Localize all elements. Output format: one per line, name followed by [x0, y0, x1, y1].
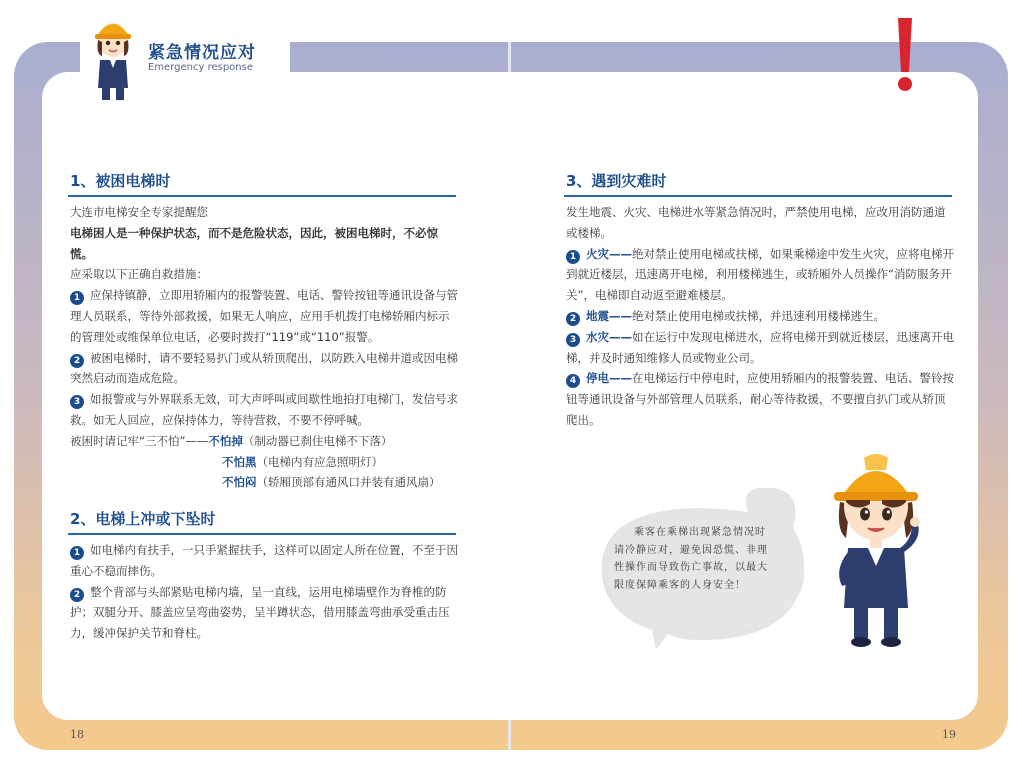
item-text: 绝对禁止使用电梯或扶梯，如果乘梯途中发生火灾，应将电梯开到就近楼层，迅速离开电梯，利用楼梯逃生，或轿厢外人员操作“消防服务开关”，电梯即自动返至避难楼层。: [566, 246, 954, 303]
number-badge-2: 2: [566, 312, 580, 326]
top-margin: [0, 0, 1022, 42]
item-label: 火灾——: [586, 246, 632, 261]
section-underline: [564, 195, 952, 197]
page-divider-bottom: [508, 720, 511, 750]
item-text: 绝对禁止使用电梯或扶梯，并迅速利用楼梯逃生。: [632, 308, 885, 323]
number-badge-1: 1: [566, 250, 580, 264]
rule-label-2: 不怕黑: [222, 454, 257, 469]
section-heading-trapped: 1、被困电梯时: [70, 172, 171, 190]
list-item: [70, 582, 460, 644]
item-label: 水灾——: [586, 329, 632, 344]
bubble-line: 性操作而导致伤亡事故，以最大: [614, 562, 768, 573]
number-badge-3: 3: [566, 333, 580, 347]
section-body-trapped: [70, 202, 460, 493]
item-text: 如报警或与外界联系无效，可大声呼叫或间歇性地拍打电梯门，发信号求救。如无人回应，应保持体力，等待营救，不要不停呼喊。: [70, 392, 458, 427]
page-divider-top: [508, 42, 511, 72]
number-badge-1: 1: [70, 291, 84, 305]
number-badge-2: 2: [70, 588, 84, 602]
number-badge-2: 2: [70, 354, 84, 368]
lead-text: 应采取以下正确自救措施：: [70, 267, 208, 282]
section-body-disaster: [566, 202, 956, 431]
section-heading-fall: 2、电梯上冲或下坠时: [70, 510, 216, 528]
three-rules-line: [70, 452, 460, 473]
item-text: 应保持镇静，立即用轿厢内的报警装置、电话、警铃按钮等通讯设备与管理人员联系，等待外部救援，如果无人响应，应用手机拨打电梯轿厢内标示的管理处或维保单位电话，必要时拨打“119”或“110”报警。: [70, 288, 458, 344]
number-badge-1: 1: [70, 546, 84, 560]
item-text: 整个背部与头部紧贴电梯内墙，呈一直线，运用电梯墙壁作为脊椎的防护；双腿分开、膝盖应呈弯曲姿势，呈半蹲状态，借用膝盖弯曲承受重击压力，缓冲保护关节和脊柱。: [70, 584, 450, 641]
rule-label-3: 不怕闷: [222, 475, 257, 490]
worker-mascot-icon: [826, 440, 926, 650]
section-heading-disaster: 3、遇到灾难时: [566, 172, 667, 190]
worker-mascot-icon: [90, 10, 136, 102]
list-item: [566, 368, 956, 430]
list-item: [566, 244, 956, 306]
exclamation-icon: [880, 16, 930, 96]
rule-note-2: （电梯内有应急照明灯）: [256, 454, 383, 469]
item-label: 停电——: [586, 371, 632, 386]
list-item: [566, 306, 956, 327]
page-title: 紧急情况应对: [148, 43, 256, 63]
rule-label-1: 不怕掉: [208, 433, 243, 448]
item-text: 在电梯运行中停电时，应使用轿厢内的报警装置、电话、警铃按钮等通讯设备与外部管理人员联系，耐心等待救援，不要擅自扒门或从轿顶爬出。: [566, 371, 954, 427]
number-badge-3: 3: [70, 395, 84, 409]
item-text: 如在运行中发现电梯进水，应将电梯开到就近楼层，迅速离开电梯，并及时通知维修人员或物业公司。: [566, 329, 954, 365]
item-text: 被困电梯时，请不要轻易扒门或从轿顶爬出，以防跌入电梯井道或因电梯突然启动而造成危险。: [70, 350, 458, 386]
rules-prefix: 被困时请记牢“三不怕”——: [70, 433, 209, 448]
bubble-text: [614, 524, 794, 594]
list-item: [70, 348, 460, 390]
list-item: [566, 327, 956, 369]
page-number-left: 18: [70, 728, 84, 741]
rule-note-3: （轿厢顶部有通风口并装有通风扇）: [256, 475, 441, 490]
list-item: [70, 389, 460, 431]
page-number-right: 19: [942, 728, 956, 741]
bubble-line: 乘客在乘梯出现紧急情况时: [634, 527, 766, 538]
number-badge-4: 4: [566, 374, 580, 388]
three-rules-line: [70, 431, 460, 452]
bubble-line: 限度保障乘客的人身安全！: [614, 579, 746, 591]
list-item: [70, 285, 460, 347]
section-body-fall: [70, 540, 460, 644]
intro-text: 大连市电梯安全专家提醒您: [70, 205, 208, 219]
section-underline: [68, 195, 456, 197]
item-text: 如电梯内有扶手，一只手紧握扶手，这样可以固定人所在位置，不至于因重心不稳而摔伤。: [70, 543, 458, 578]
three-rules-line: [70, 472, 460, 493]
section-underline: [68, 533, 456, 535]
intro-text: 发生地震、火灾、电梯进水等紧急情况时，严禁使用电梯，应改用消防通道或楼梯。: [566, 205, 946, 240]
item-label: 地震——: [586, 308, 632, 323]
bubble-line: 请冷静应对，避免因恐慌、非理: [614, 544, 768, 556]
bold-statement: 电梯困人是一种保护状态，而不是危险状态，因此，被困电梯时，不必惊慌。: [70, 225, 438, 261]
rule-note-1: （制动器已刹住电梯不下落）: [242, 433, 393, 448]
list-item: [70, 540, 460, 582]
page-subtitle: Emergency response: [148, 62, 253, 73]
